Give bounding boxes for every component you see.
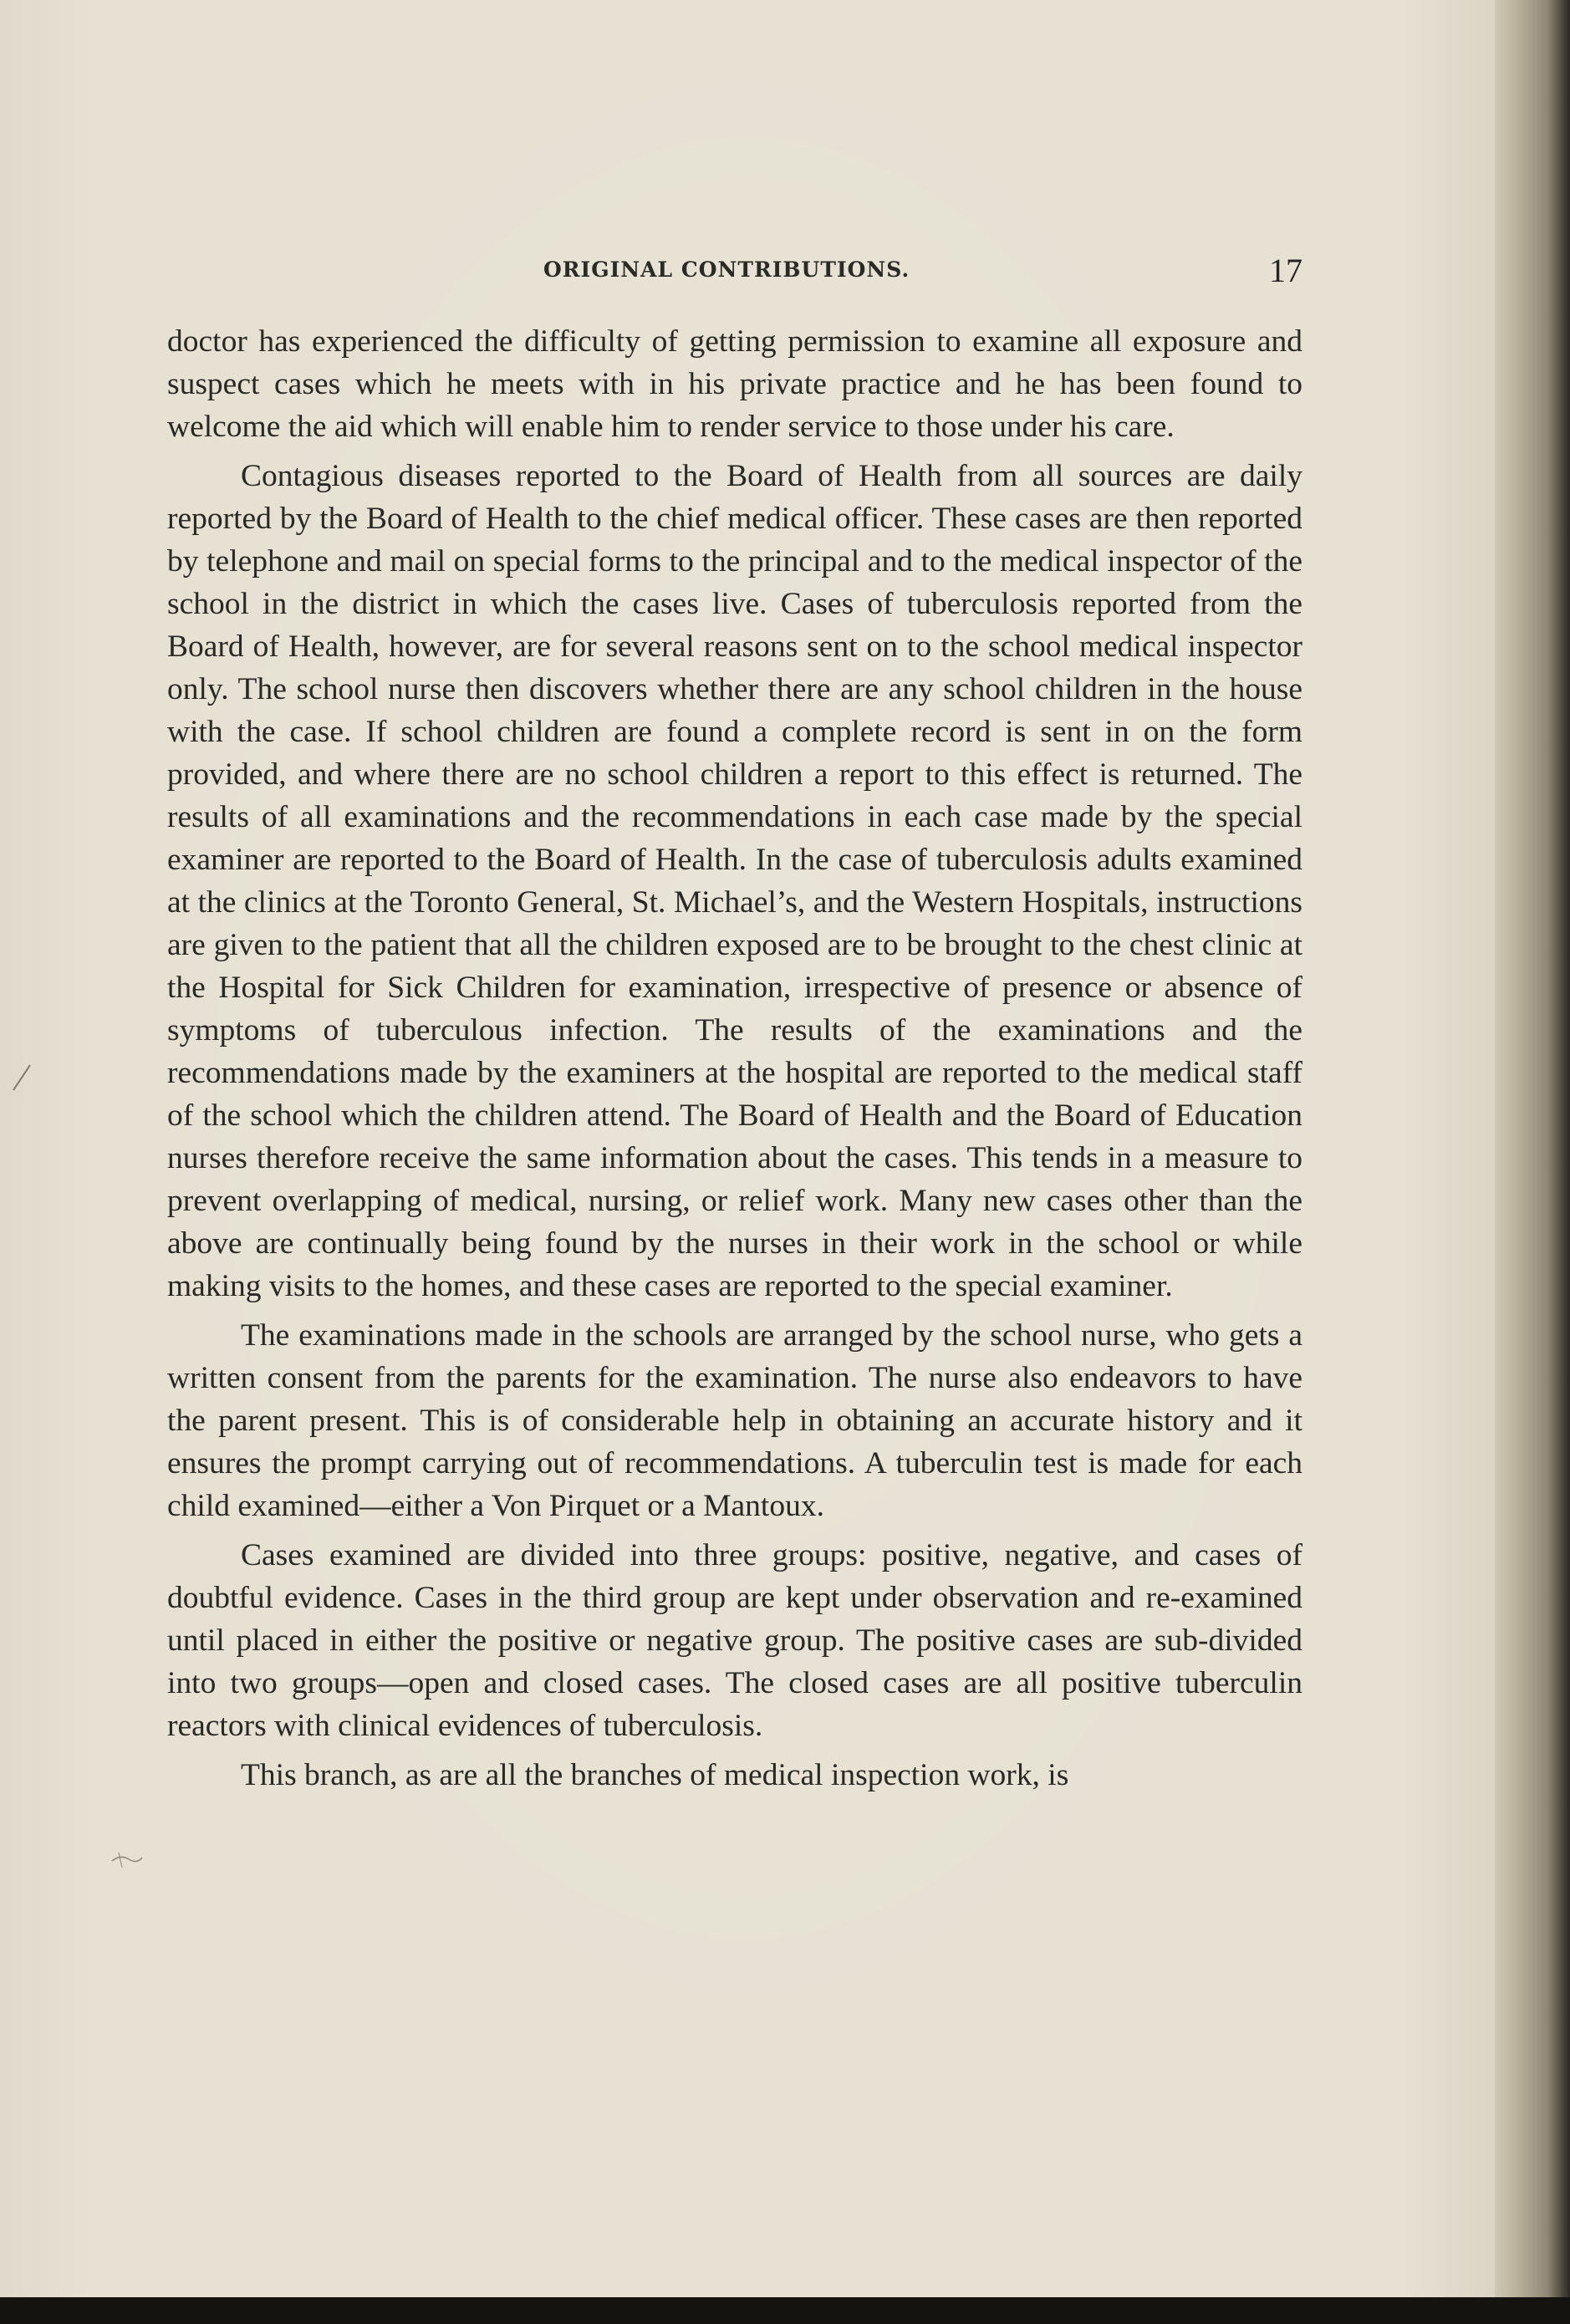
paragraph-1: doctor has experienced the difficulty of getting permission to examine all exposure and suspect cases which he meets with in his private practice and he has been found to welcome the aid which will enable him to render service to those under his care. [167, 324, 1302, 444]
margin-pencil-mark [8, 1062, 33, 1095]
page-number: 17 [1269, 252, 1302, 289]
running-head: ORIGINAL CONTRIBUTIONS. [543, 257, 910, 282]
bottom-shadow [0, 2297, 1570, 2324]
page-header [167, 251, 1302, 293]
paragraph-4: Cases examined are divided into three groups: positive, negative, and cases of doubtful evidence. Cases in the third group are kept under observation and re-examined until placed in either the positive or negative group. The positive cases are sub-divided into two groups—open and closed cases. The closed cases are all positive tuberculin reactors with clinical evidences of tuberculosis. [167, 1538, 1302, 1743]
body-text [167, 320, 1302, 1797]
margin-stain-mark [109, 1847, 145, 1873]
paragraph-3: The examinations made in the schools are arranged by the school nurse, who gets a written consent from the parents for the examination. The nurse also endeavors to have the parent present. This is of considerable help in obtaining an accurate history and it ensures the prompt carrying out of recommendations. A tuberculin test is made for each child examined—either a Von Pirquet or a Mantoux. [167, 1318, 1302, 1523]
paragraph-2: Contagious diseases reported to the Board of Health from all sources are daily reported by the Board of Health to the chief medical officer. These cases are then reported by telephone and mail on special forms to the principal and to the medical inspector of the school in the district in which the cases live. Cases of tuberculosis reported from the Board of Health, however, are for several reasons sent on to the school medical inspector only. The school nurse then discovers whether there are any school children in the house with the case. If school children are found a complete record is sent in on the form provided, and where there are no school children a report to this effect is returned. The results of all examinations and the recommendations in each case made by the special examiner are reported to the Board of Health. In the case of tuberculosis adults examined at the clinics at the Toronto General, St. Michael’s, and the Western Hospitals, instructions are given to the patient that all the children exposed are to be brought to the chest clinic at the Hospital for Sick Children for examination, irrespective of presence or absence of symptoms of tuberculous infection. The results of the examinations and the recommendations made by the examiners at the hospital are reported to the medical staff of the school which the children attend. The Board of Health and the Board of Education nurses therefore receive the same information about the cases. This tends in a measure to prevent overlapping of medical, nursing, or relief work. Many new cases other than the above are continually being found by the nurses in their work in the school or while making visits to the homes, and these cases are reported to the special examiner. [167, 459, 1302, 1303]
book-spine-edge [1495, 0, 1570, 2324]
paragraph-5: This branch, as are all the branches of medical inspection work, is [241, 1758, 1069, 1792]
